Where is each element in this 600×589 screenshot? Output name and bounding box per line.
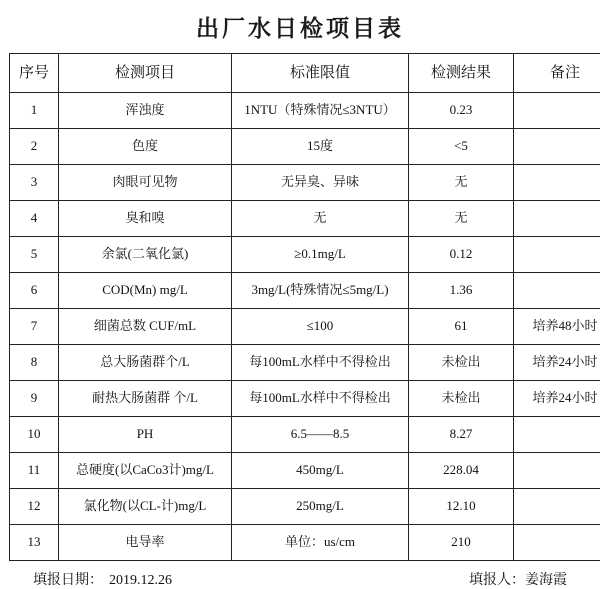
table-row — [10, 201, 600, 237]
cell-result: 0.12 — [409, 237, 514, 273]
column-header-index: 序号 — [10, 54, 59, 93]
cell-result: 无 — [409, 201, 514, 237]
cell-result: 未检出 — [409, 345, 514, 381]
page-title: 出厂水日检项目表 — [0, 0, 600, 53]
cell-result: 228.04 — [409, 453, 514, 489]
cell-limit: 每100mL水样中不得检出 — [232, 381, 409, 417]
table-row — [10, 489, 600, 525]
cell-limit: 250mg/L — [232, 489, 409, 525]
report-date-label: 填报日期： — [33, 573, 103, 588]
cell-index: 8 — [10, 345, 59, 381]
cell-item: 色度 — [59, 129, 232, 165]
table-row — [10, 309, 600, 345]
report-date — [33, 569, 172, 589]
table-row — [10, 525, 600, 561]
cell-index: 10 — [10, 417, 59, 453]
cell-remark: 培养24小时 — [514, 381, 600, 417]
cell-result: 12.10 — [409, 489, 514, 525]
cell-index: 5 — [10, 237, 59, 273]
cell-limit: 15度 — [232, 129, 409, 165]
cell-remark — [514, 129, 600, 165]
cell-item: 总大肠菌群个/L — [59, 345, 232, 381]
table-header-row — [10, 54, 600, 93]
cell-limit: 450mg/L — [232, 453, 409, 489]
cell-remark — [514, 273, 600, 309]
cell-limit: ≤100 — [232, 309, 409, 345]
table-row — [10, 273, 600, 309]
cell-result: 未检出 — [409, 381, 514, 417]
table-header — [10, 54, 600, 93]
cell-index: 2 — [10, 129, 59, 165]
cell-remark — [514, 453, 600, 489]
cell-item: PH — [59, 417, 232, 453]
reporter-label: 填报人： — [469, 573, 525, 588]
cell-remark — [514, 237, 600, 273]
cell-remark — [514, 489, 600, 525]
cell-result: 1.36 — [409, 273, 514, 309]
cell-limit: ≥0.1mg/L — [232, 237, 409, 273]
table-row — [10, 237, 600, 273]
cell-index: 4 — [10, 201, 59, 237]
table-row — [10, 453, 600, 489]
cell-index: 6 — [10, 273, 59, 309]
cell-item: 电导率 — [59, 525, 232, 561]
column-header-item: 检测项目 — [59, 54, 232, 93]
cell-index: 13 — [10, 525, 59, 561]
cell-item: COD(Mn) mg/L — [59, 273, 232, 309]
cell-result: 无 — [409, 165, 514, 201]
reporter-value: 姜海霞 — [525, 573, 567, 588]
cell-limit: 1NTU（特殊情况≤3NTU） — [232, 93, 409, 129]
cell-item: 总硬度(以CaCo3计)mg/L — [59, 453, 232, 489]
cell-index: 12 — [10, 489, 59, 525]
cell-result: 61 — [409, 309, 514, 345]
cell-result: 210 — [409, 525, 514, 561]
cell-result: 0.23 — [409, 93, 514, 129]
cell-index: 7 — [10, 309, 59, 345]
cell-index: 11 — [10, 453, 59, 489]
table-body — [10, 93, 600, 561]
cell-limit: 6.5——8.5 — [232, 417, 409, 453]
report-date-value: 2019.12.26 — [109, 573, 172, 588]
cell-remark — [514, 525, 600, 561]
cell-index: 3 — [10, 165, 59, 201]
table-row — [10, 129, 600, 165]
cell-item: 肉眼可见物 — [59, 165, 232, 201]
table-row — [10, 93, 600, 129]
cell-limit: 3mg/L(特殊情况≤5mg/L) — [232, 273, 409, 309]
cell-item: 臭和嗅 — [59, 201, 232, 237]
column-header-limit: 标准限值 — [232, 54, 409, 93]
table-row — [10, 417, 600, 453]
cell-remark: 培养48小时 — [514, 309, 600, 345]
cell-limit: 每100mL水样中不得检出 — [232, 345, 409, 381]
reporter — [469, 569, 567, 589]
cell-limit: 无异臭、异味 — [232, 165, 409, 201]
cell-result: 8.27 — [409, 417, 514, 453]
cell-index: 9 — [10, 381, 59, 417]
column-header-remark: 备注 — [514, 54, 600, 93]
cell-item: 细菌总数 CUF/mL — [59, 309, 232, 345]
cell-remark — [514, 201, 600, 237]
cell-index: 1 — [10, 93, 59, 129]
table-row — [10, 381, 600, 417]
cell-remark — [514, 165, 600, 201]
cell-remark: 培养24小时 — [514, 345, 600, 381]
cell-remark — [514, 93, 600, 129]
inspection-table — [9, 53, 600, 561]
column-header-result: 检测结果 — [409, 54, 514, 93]
table-row — [10, 165, 600, 201]
cell-item: 耐热大肠菌群 个/L — [59, 381, 232, 417]
footer — [9, 569, 591, 589]
cell-limit: 无 — [232, 201, 409, 237]
cell-limit: 单位：us/cm — [232, 525, 409, 561]
table-row — [10, 345, 600, 381]
cell-result: <5 — [409, 129, 514, 165]
cell-remark — [514, 417, 600, 453]
cell-item: 余氯(二氧化氯) — [59, 237, 232, 273]
cell-item: 浑浊度 — [59, 93, 232, 129]
cell-item: 氯化物(以CL-计)mg/L — [59, 489, 232, 525]
